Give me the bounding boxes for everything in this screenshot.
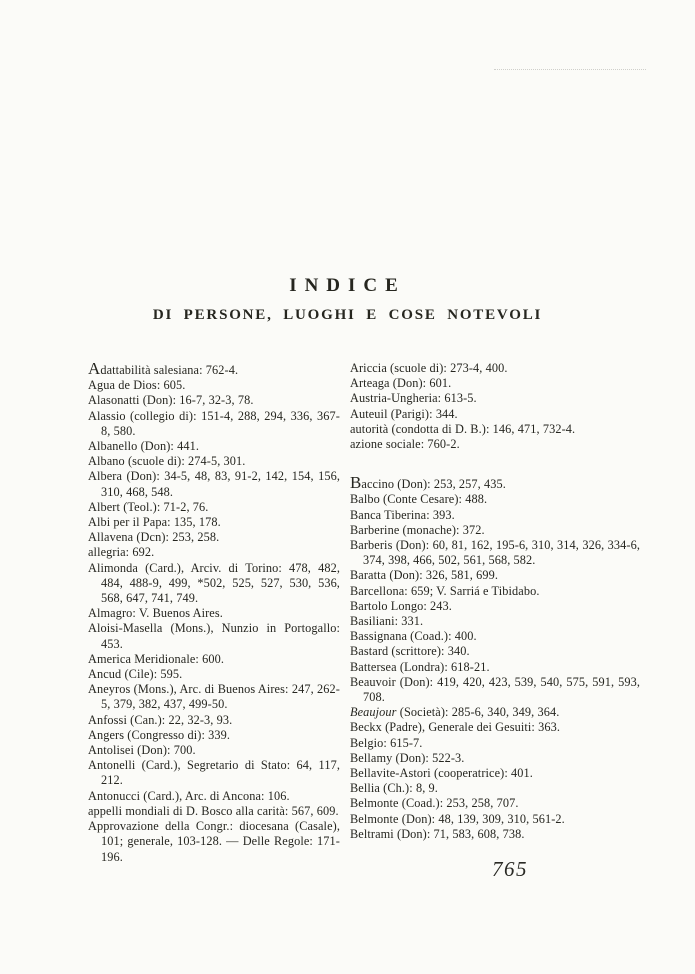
index-entry: Albanello (Don): 441. (88, 439, 200, 454)
index-entry: Alasonatti (Don): 16-7, 32-3, 78. (88, 393, 254, 408)
index-entry: Aneyros (Mons.), Arc. di Buenos Aires: 247, 262-5, 379, 382, 437, 499-50. (88, 682, 340, 712)
index-entry: Almagro: V. Buenos Aires. (88, 606, 223, 621)
page-number: 765 (492, 857, 528, 881)
index-entry: Bartolo Longo: 243. (350, 598, 452, 613)
index-entry: Adattabilità salesiana: 762-4. (88, 359, 239, 378)
index-entry: Agua de Dios: 605. (88, 378, 186, 393)
index-entry: Ancud (Cile): 595. (88, 667, 183, 682)
index-column-right (350, 361, 640, 865)
index-entry: appelli mondiali di D. Bosco alla carità: 567, 609. (88, 803, 339, 818)
page-subtitle: DI PERSONE, LUOGHI E COSE NOTEVOLI (152, 307, 543, 323)
index-entry: Arteaga (Don): 601. (350, 376, 452, 391)
index-entry: azione sociale: 760-2. (350, 437, 460, 452)
index-entry: Banca Tiberina: 393. (350, 507, 455, 522)
index-entry: Bellavite-Astori (cooperatrice): 401. (350, 766, 533, 781)
index-entry: Albera (Don): 34-5, 48, 83, 91-2, 142, 154, 156, 310, 468, 548. (88, 469, 340, 499)
index-entry: Allavena (Dcn): 253, 258. (88, 530, 220, 545)
scan-artifact-dots (494, 69, 646, 70)
index-columns (88, 361, 640, 865)
index-group (350, 361, 640, 452)
index-group (88, 361, 340, 865)
index-entry: Bellia (Ch.): 8, 9. (350, 781, 438, 796)
index-entry: Albi per il Papa: 135, 178. (88, 515, 221, 530)
index-entry: Bellamy (Don): 522-3. (350, 750, 465, 765)
index-entry: Bastard (scrittore): 340. (350, 644, 470, 659)
index-entry: America Meridionale: 600. (88, 651, 225, 666)
index-group (350, 475, 640, 842)
index-entry: Antonucci (Card.), Arc. di Ancona: 106. (88, 788, 290, 803)
index-entry: Albert (Teol.): 71-2, 76. (88, 499, 209, 514)
index-entry: Basiliani: 331. (350, 614, 424, 629)
index-entry: Belgio: 615-7. (350, 735, 423, 750)
section-initial-cap: B (350, 473, 362, 493)
index-entry: Balbo (Conte Cesare): 488. (350, 492, 488, 507)
index-entry: Baccino (Don): 253, 257, 435. (350, 473, 506, 493)
index-entry: Alassio (collegio di): 151-4, 288, 294, 336, 367-8, 580. (88, 408, 340, 438)
index-entry: Aloisi-Masella (Mons.), Nunzio in Portogallo: 453. (88, 621, 340, 651)
index-entry: Barberine (monache): 372. (350, 522, 485, 537)
index-entry: Alimonda (Card.), Arciv. di Torino: 478, 482, 484, 488-9, 499, *502, 525, 527, 530, 536, 568, 647, 741, 749. (88, 560, 340, 606)
index-entry: Barberis (Don): 60, 81, 162, 195-6, 310, 314, 326, 334-6, 374, 398, 466, 502, 561, 568, 582. (350, 538, 640, 568)
index-entry: Beckx (Padre), Generale dei Gesuiti: 363. (350, 720, 561, 735)
index-entry: Angers (Congresso di): 339. (88, 727, 231, 742)
index-entry: Antolisei (Don): 700. (88, 743, 196, 758)
index-entry: Belmonte (Don): 48, 139, 309, 310, 561-2. (350, 811, 565, 826)
index-entry: Battersea (Londra): 618-21. (350, 659, 490, 674)
index-entry: Bassignana (Coad.): 400. (350, 629, 477, 644)
section-initial-cap: A (88, 359, 101, 378)
index-entry: Auteuil (Parigi): 344. (350, 406, 458, 421)
index-entry: Albano (scuole di): 274-5, 301. (88, 454, 246, 469)
page-title: INDICE (289, 275, 406, 296)
index-entry: Baratta (Don): 326, 581, 699. (350, 568, 499, 583)
index-entry: Austria-Ungheria: 613-5. (350, 391, 477, 406)
index-entry: Anfossi (Can.): 22, 32-3, 93. (88, 712, 233, 727)
index-entry: Beaujour (Società): 285-6, 340, 349, 364. (350, 705, 560, 720)
index-column-left (88, 361, 340, 865)
index-entry: allegria: 692. (88, 545, 155, 560)
index-entry: Beltrami (Don): 71, 583, 608, 738. (350, 826, 525, 841)
index-entry: Antonelli (Card.), Segretario di Stato: 64, 117, 212. (88, 758, 340, 788)
index-entry: Approvazione della Congr.: diocesana (Casale), 101; generale, 103-128. — Delle Regole: 171-196. (88, 819, 340, 864)
index-entry: Belmonte (Coad.): 253, 258, 707. (350, 796, 519, 811)
index-entry: Ariccia (scuole di): 273-4, 400. (350, 361, 508, 375)
index-entry: autorità (condotta di D. B.): 146, 471, 732-4. (350, 421, 576, 436)
index-entry: Beauvoir (Don): 419, 420, 423, 539, 540, 575, 591, 593, 708. (350, 674, 640, 705)
index-entry: Barcellona: 659; V. Sarriá e Tibidabo. (350, 583, 540, 598)
